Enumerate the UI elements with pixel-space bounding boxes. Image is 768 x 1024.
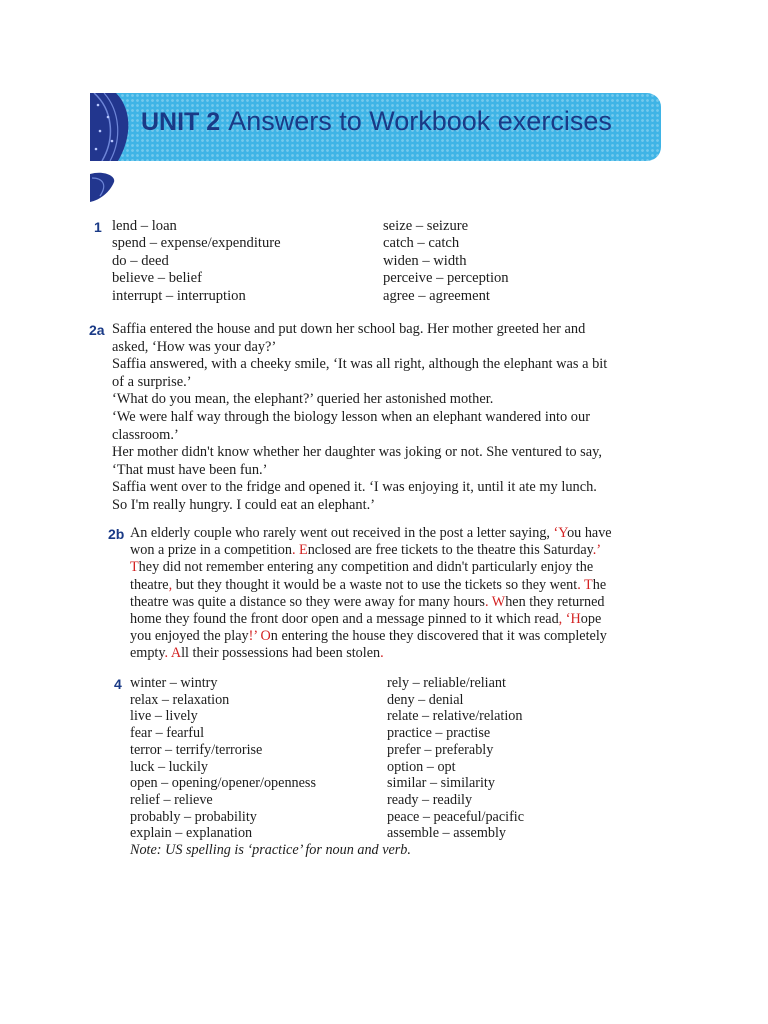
text-line: They did not remember entering any competition and didn't particularly enjoy the (130, 559, 594, 576)
text-line: Saffia went over to the fridge and opened it. ‘I was enjoying it, until it ate my lunch. (112, 479, 597, 496)
list-item: spend – expense/expenditure (112, 235, 281, 252)
list-item: fear – fearful (130, 725, 205, 742)
punctuation-highlight: T (130, 559, 139, 576)
list-item: relief – relieve (130, 791, 213, 808)
exercise-2a-number: 2a (89, 322, 105, 338)
exercise-4-right-list (387, 675, 524, 842)
list-item: do – deed (112, 252, 169, 269)
list-item: open – opening/opener/openness (130, 775, 316, 792)
text-line: theatre, but they thought it would be a waste not to use the tickets so they went. The (130, 576, 607, 593)
text-line: home they found the front door open and a message pinned to it which read, ‘Hope (130, 611, 602, 628)
exercise-1-left-list (112, 218, 281, 305)
list-item: ready – readily (387, 791, 473, 808)
exercise-2b-text (130, 525, 612, 663)
list-item: probably – probability (130, 808, 257, 825)
list-item: explain – explanation (130, 825, 253, 842)
text-line: Saffia entered the house and put down her school bag. Her mother greeted her and (112, 321, 586, 337)
punctuation-highlight: . (380, 645, 384, 662)
small-leaf-decoration-icon (90, 170, 120, 204)
text-line: you enjoyed the play!’ On entering the house they discovered that it was completely (130, 628, 607, 645)
exercise-4-number: 4 (114, 676, 122, 692)
list-item: similar – similarity (387, 775, 495, 792)
punctuation-highlight: . A (164, 645, 182, 662)
blue-leaf-decoration-icon (90, 93, 140, 161)
list-item: believe – belief (112, 270, 202, 287)
text-line: Saffia answered, with a cheeky smile, ‘It was all right, although the elephant was a bit (112, 356, 608, 373)
page-title (141, 106, 612, 146)
list-item: seize – seizure (383, 218, 469, 234)
text-line: of a surprise.’ (112, 373, 192, 390)
list-item: peace – peaceful/pacific (387, 808, 525, 825)
text-line: theatre was quite a distance so they were away for many hours. When they returned (130, 593, 605, 610)
text-line: ‘We were half way through the biology lesson when an elephant wandered into our (112, 408, 590, 425)
punctuation-highlight: !’ O (248, 628, 271, 645)
unit-label: UNIT 2 (141, 108, 221, 136)
list-item: agree – agreement (383, 287, 490, 304)
list-item: live – lively (130, 708, 198, 725)
list-item: terror – terrify/terrorise (130, 741, 263, 758)
list-item: option – opt (387, 758, 456, 775)
list-item: assemble – assembly (387, 825, 506, 842)
exercise-2b-number: 2b (108, 526, 125, 542)
list-item: relax – relaxation (130, 691, 230, 708)
list-item: interrupt – interruption (112, 287, 246, 304)
punctuation-highlight: .’ (592, 542, 602, 559)
exercise-1-right-list (383, 218, 509, 305)
text-line: ‘That must have been fun.’ (112, 461, 268, 478)
punctuation-highlight: , (168, 576, 173, 593)
text-line: ‘What do you mean, the elephant?’ queried her astonished mother. (112, 391, 494, 408)
list-item: catch – catch (383, 235, 460, 252)
exercise-4-left-list (130, 675, 411, 859)
list-item: perceive – perception (383, 270, 509, 287)
list-item: winter – wintry (130, 675, 218, 691)
punctuation-highlight: . W (484, 593, 506, 610)
punctuation-highlight: , ‘H (558, 611, 581, 628)
text-line: So I'm really hungry. I could eat an elephant.’ (112, 496, 376, 513)
text-line: An elderly couple who rarely went out received in the post a letter saying, ‘You have (130, 525, 612, 541)
list-item: deny – denial (387, 691, 464, 708)
page-subtitle: Answers to Workbook exercises (228, 106, 612, 136)
text-line: Her mother didn't know whether her daughter was joking or not. She ventured to say, (112, 444, 603, 461)
text-line: won a prize in a competition. Enclosed are free tickets to the theatre this Saturday.’ (130, 542, 602, 559)
punctuation-highlight: . T (577, 576, 593, 593)
text-line: asked, ‘How was your day?’ (112, 338, 277, 355)
spelling-note: Note: US spelling is ‘practice’ for noun and verb. (130, 842, 411, 859)
punctuation-highlight: . E (291, 542, 308, 559)
exercise-1-number: 1 (94, 219, 102, 235)
list-item: luck – luckily (130, 758, 209, 775)
punctuation-highlight: ‘Y (553, 525, 568, 541)
list-item: practice – practise (387, 725, 491, 742)
text-line: classroom.’ (112, 426, 179, 443)
list-item: relate – relative/relation (387, 708, 523, 725)
text-line: empty. All their possessions had been stolen. (130, 645, 384, 662)
list-item: prefer – preferably (387, 741, 494, 758)
list-item: rely – reliable/reliant (387, 675, 506, 691)
exercise-2a-text (112, 321, 607, 515)
list-item: lend – loan (112, 218, 177, 234)
list-item: widen – width (383, 252, 467, 269)
